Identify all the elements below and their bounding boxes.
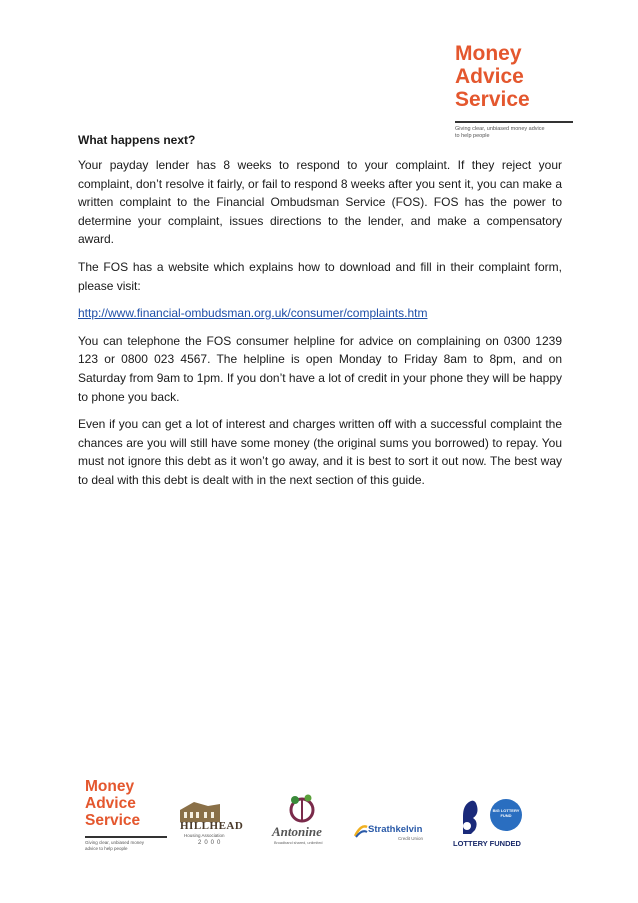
big-lottery-fund-badge xyxy=(490,799,522,831)
section-heading: What happens next? xyxy=(78,133,196,147)
footer-logo-divider xyxy=(85,836,167,838)
link-paragraph xyxy=(78,304,562,323)
strathkelvin-logo xyxy=(354,822,436,846)
logo-divider xyxy=(455,121,573,123)
strathkelvin-sub: Credit Union xyxy=(398,836,424,841)
footer-logo-tagline: Giving clear, unbiased money advice to help people xyxy=(85,840,145,851)
antonine-sub: Broadband shared, unlimited xyxy=(274,841,323,845)
building-icon xyxy=(180,800,220,822)
logo-tagline: Giving clear, unbiased money advice to help people xyxy=(455,126,545,139)
footer-logo-line-money: Money xyxy=(85,778,135,795)
crossed-fingers-icon xyxy=(455,796,485,836)
money-advice-service-logo xyxy=(455,42,565,140)
big-lottery-fund-text: BIG LOTTERY FUND xyxy=(492,808,520,818)
swoosh-icon xyxy=(354,824,368,838)
footer-money-advice-service-logo xyxy=(85,778,165,852)
logo-line-service: Service xyxy=(455,88,530,111)
antonine-emblem-icon xyxy=(282,792,322,824)
logo-line-advice: Advice xyxy=(455,65,524,88)
antonine-logo xyxy=(272,792,334,847)
footer-partner-logos xyxy=(0,770,638,860)
hillhead-logo xyxy=(178,800,248,850)
strathkelvin-name: Strathkelvin xyxy=(368,824,423,835)
paragraph-repayment: Even if you can get a lot of interest and charges written off with a successful complaint the chances are you will still have some money (the original sums you borrowed) to repay. You must not ignore this debt as it won’t go away, and it is best to sort it out now. The best way to deal with this debt is dealt with in the next section of this guide. xyxy=(78,417,562,487)
hillhead-year: 2000 xyxy=(198,840,224,846)
lottery-funded-logo xyxy=(453,794,525,850)
hillhead-name: HILLHEAD xyxy=(180,820,244,832)
lottery-funded-caption: LOTTERY FUNDED xyxy=(453,839,521,848)
logo-line-money: Money xyxy=(455,42,522,65)
hillhead-sub: Housing Association xyxy=(184,833,225,838)
paragraph-website: The FOS has a website which explains how to download and fill in their complaint form, please visit: xyxy=(78,259,562,293)
document-body xyxy=(78,131,562,499)
antonine-name: Antonine xyxy=(272,824,322,839)
footer-logo-line-advice: Advice xyxy=(85,795,136,812)
paragraph-helpline: You can telephone the FOS consumer helpline for advice on complaining on 0300 1239 123 or 0800 023 4567. The helpline is open Monday to Friday 8am to 8pm, and on Saturday from 9am to 1pm. If you don’t have a lot of credit in your phone they will be happy to phone you back. xyxy=(78,333,562,404)
fos-complaints-link[interactable]: http://www.financial-ombudsman.org.uk/consumer/complaints.htm xyxy=(78,306,428,321)
paragraph-response-time: Your payday lender has 8 weeks to respond to your complaint. If they reject your complaint, don’t resolve it fairly, or fail to respond 8 weeks after you sent it, you can make a written complaint to the Financial Ombudsman Service (FOS). FOS has the power to determine your complaint, issues directions to the lender, and make a compensatory award. xyxy=(78,158,562,247)
footer-logo-line-service: Service xyxy=(85,812,141,829)
